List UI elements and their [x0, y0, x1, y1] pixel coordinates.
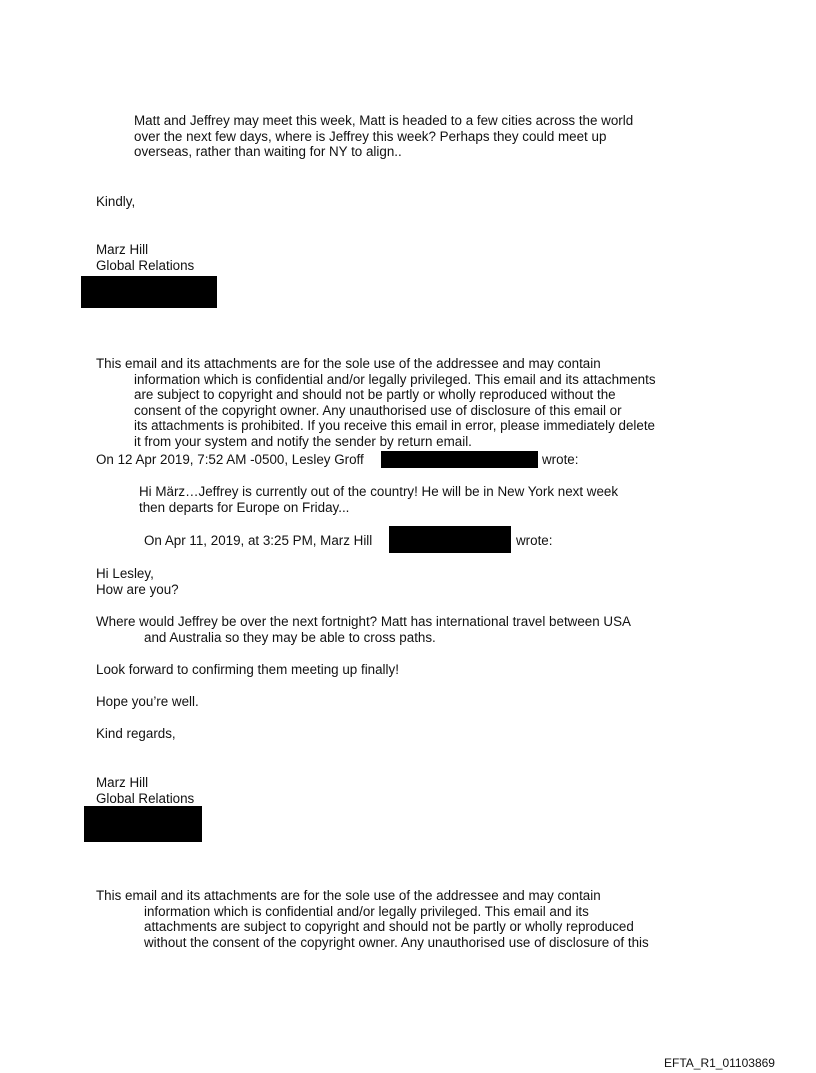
disclaimer-line: without the consent of the copyright owner. Any unauthorised use of disclosure of this — [144, 934, 649, 950]
quoted-header — [144, 533, 372, 549]
reply-line: then departs for Europe on Friday... — [139, 499, 350, 515]
signature-block — [96, 242, 194, 273]
disclaimer — [96, 356, 656, 449]
disclaimer-first-line: This email and its attachments are for the sole use of the addressee and may contain — [96, 356, 601, 371]
intro-line: Matt and Jeffrey may meet this week, Matt is headed to a few cities across the world — [134, 113, 634, 128]
signature-title: Global Relations — [96, 790, 195, 806]
reply-header — [96, 452, 364, 468]
quoted-greeting: Hi Lesley, — [96, 566, 154, 581]
signoff-kindly: Kindly, — [96, 194, 136, 209]
redaction-block — [381, 451, 538, 468]
quoted-hope: Hope you’re well. — [96, 694, 199, 709]
disclaimer-line: attachments are subject to copyright and should not be partly or wholly reproduced — [144, 919, 634, 934]
quoted-greeting-block — [96, 566, 179, 597]
quoted-travel-paragraph — [96, 614, 631, 645]
redaction-block — [81, 276, 217, 308]
reply-body — [139, 484, 618, 515]
disclaimer-first-line: This email and its attachments are for the sole use of the addressee and may contain — [96, 888, 601, 903]
disclaimer — [96, 888, 649, 950]
signature-block — [96, 775, 194, 806]
disclaimer-line: it from your system and notify the sender by return email. — [134, 433, 472, 449]
signature-title: Global Relations — [96, 257, 195, 273]
intro-paragraph — [134, 113, 633, 160]
quoted-signoff: Kind regards, — [96, 726, 176, 741]
quoted-travel-line: and Australia so they may be able to cross paths. — [144, 629, 436, 645]
reply-header-prefix: On 12 Apr 2019, 7:52 AM -0500, Lesley Groff — [96, 452, 364, 467]
redaction-block — [389, 526, 511, 553]
signature-name: Marz Hill — [96, 242, 149, 257]
disclaimer-line: its attachments is prohibited. If you receive this email in error, please immediately delete — [134, 418, 655, 433]
disclaimer-line: are subject to copyright and should not be partly or wholly reproduced without the — [134, 387, 616, 402]
quoted-header-suffix: wrote: — [516, 533, 553, 548]
quoted-question: How are you? — [96, 581, 179, 597]
signature-name: Marz Hill — [96, 775, 149, 790]
disclaimer-line: information which is confidential and/or legally privileged. This email and its attachments — [134, 371, 656, 387]
reply-header-suffix: wrote: — [542, 452, 579, 467]
quoted-header-prefix: On Apr 11, 2019, at 3:25 PM, Marz Hill — [144, 533, 373, 548]
disclaimer-line: information which is confidential and/or legally privileged. This email and its — [144, 903, 589, 919]
document-id: EFTA_R1_01103869 — [664, 1056, 775, 1070]
intro-line: over the next few days, where is Jeffrey this week? Perhaps they could meet up — [134, 128, 607, 144]
intro-line: overseas, rather than waiting for NY to align.. — [134, 144, 402, 159]
redaction-block — [84, 806, 202, 842]
reply-line: Hi März…Jeffrey is currently out of the country! He will be in New York next week — [139, 484, 619, 499]
quoted-travel-line: Where would Jeffrey be over the next fortnight? Matt has international travel between USA — [96, 614, 631, 629]
disclaimer-line: consent of the copyright owner. Any unauthorised use of disclosure of this email or — [134, 402, 622, 418]
quoted-forward: Look forward to confirming them meeting up finally! — [96, 662, 399, 677]
